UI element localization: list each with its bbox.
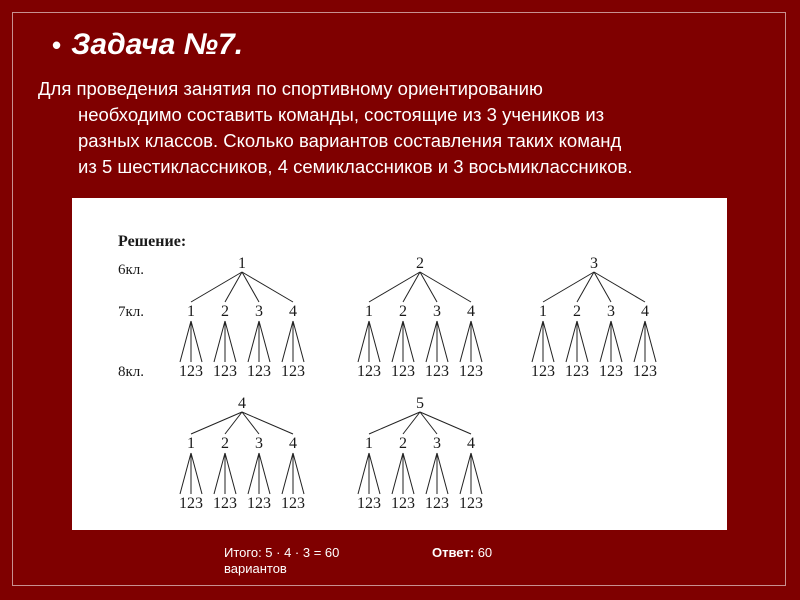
tree-child-label: 4 xyxy=(467,303,475,320)
tree-leaf-line xyxy=(282,321,293,362)
tree-leaf-line xyxy=(214,453,225,494)
tree-child-label: 2 xyxy=(399,303,407,320)
tree-child-label: 4 xyxy=(641,303,649,320)
tree-leaf-label: 123 xyxy=(531,363,555,380)
tree-child-label: 2 xyxy=(221,435,229,452)
tree-child-label: 3 xyxy=(607,303,615,320)
answer-label: Ответ: xyxy=(432,545,475,560)
tree-leaf-label: 123 xyxy=(213,363,237,380)
tree-leaf-line xyxy=(532,321,543,362)
tree-leaf-line xyxy=(577,321,588,362)
tree-branch-line xyxy=(594,272,645,302)
tree-leaf-label: 123 xyxy=(179,495,203,512)
diagram-heading: Решение: xyxy=(118,233,187,250)
answer-text xyxy=(432,545,492,560)
tree-leaf-label: 123 xyxy=(391,495,415,512)
tree-leaf-line xyxy=(293,321,304,362)
tree-leaf-line xyxy=(403,321,414,362)
task-line: из 5 шестиклассников, 4 семиклассников и 3 восьмиклассников. xyxy=(78,156,633,177)
tree-root-label: 4 xyxy=(238,395,246,412)
tree-child-label: 2 xyxy=(399,435,407,452)
tree-leaf-label: 123 xyxy=(425,495,449,512)
tree-leaf-line xyxy=(543,321,554,362)
task-line: разных классов. Сколько вариантов составления таких команд xyxy=(78,130,622,151)
tree-leaf-line xyxy=(611,321,622,362)
tree-leaf-label: 123 xyxy=(565,363,589,380)
tree-leaf-line xyxy=(282,453,293,494)
tree-branch-line xyxy=(369,412,420,434)
task-line: необходимо составить команды, состоящие из 3 учеников из xyxy=(78,104,605,125)
tree-leaf-line xyxy=(460,321,471,362)
bullet-icon: • xyxy=(52,29,62,60)
tree-child-label: 3 xyxy=(255,435,263,452)
tree-child-label: 1 xyxy=(365,435,373,452)
tree-leaf-label: 123 xyxy=(459,363,483,380)
answer-value: 60 xyxy=(477,545,493,560)
tree-leaf-label: 123 xyxy=(391,363,415,380)
tree-leaf-line xyxy=(293,453,304,494)
tree-leaf-line xyxy=(259,453,270,494)
total-line: Итого: 5 · 4 · 3 = 60 xyxy=(224,545,340,560)
tree-leaf-line xyxy=(358,453,369,494)
tree-leaf-line xyxy=(225,321,236,362)
tree-leaf-label: 123 xyxy=(357,363,381,380)
tree-leaf-line xyxy=(248,321,259,362)
row-label-7: 7кл. xyxy=(118,304,145,320)
tree-root-label: 5 xyxy=(416,395,424,412)
tree-branch-line xyxy=(242,412,293,434)
tree-leaf-line xyxy=(248,453,259,494)
tree-branch-line xyxy=(242,272,293,302)
tree-leaf-line xyxy=(600,321,611,362)
tree-leaf-line xyxy=(225,453,236,494)
row-label-6: 6кл. xyxy=(118,262,145,278)
tree-leaf-line xyxy=(369,321,380,362)
tree-leaf-line xyxy=(426,453,437,494)
tree-leaf-label: 123 xyxy=(633,363,657,380)
tree-leaf-label: 123 xyxy=(213,495,237,512)
tree-leaf-line xyxy=(634,321,645,362)
row-label-8: 8кл. xyxy=(118,364,145,380)
tree-leaf-label: 123 xyxy=(281,363,305,380)
tree-child-label: 2 xyxy=(573,303,581,320)
tree-branch-line xyxy=(191,272,242,302)
tree-branch-line xyxy=(191,412,242,434)
tree-leaf-line xyxy=(437,453,448,494)
tree-child-label: 4 xyxy=(467,435,475,452)
tree-leaf-line xyxy=(403,453,414,494)
tree-root-label: 3 xyxy=(590,255,598,272)
tree-child-label: 1 xyxy=(539,303,547,320)
tree-leaf-label: 123 xyxy=(599,363,623,380)
tree-leaf-line xyxy=(369,453,380,494)
tree-leaf-line xyxy=(426,321,437,362)
tree-leaf-line xyxy=(259,321,270,362)
tree-leaf-line xyxy=(214,321,225,362)
tree-child-label: 4 xyxy=(289,435,297,452)
tree-branch-line xyxy=(420,412,471,434)
tree-branch-line xyxy=(543,272,594,302)
tree-leaf-line xyxy=(566,321,577,362)
tree-leaf-line xyxy=(358,321,369,362)
tree-leaf-line xyxy=(460,453,471,494)
tree-leaf-line xyxy=(392,321,403,362)
tree-leaf-line xyxy=(392,453,403,494)
tree-diagram-svg xyxy=(72,198,727,530)
tree-root-label: 2 xyxy=(416,255,424,272)
tree-leaf-label: 123 xyxy=(357,495,381,512)
total-line: вариантов xyxy=(224,561,287,576)
tree-leaf-line xyxy=(645,321,656,362)
tree-leaf-label: 123 xyxy=(281,495,305,512)
slide-title xyxy=(52,28,243,62)
solution-diagram xyxy=(72,198,727,530)
task-text xyxy=(38,76,758,180)
tree-leaf-line xyxy=(191,453,202,494)
tree-child-label: 1 xyxy=(365,303,373,320)
tree-leaf-label: 123 xyxy=(247,363,271,380)
tree-child-label: 3 xyxy=(433,435,441,452)
tree-root-label: 1 xyxy=(238,255,246,272)
title-text: Задача №7. xyxy=(71,28,244,61)
tree-leaf-label: 123 xyxy=(247,495,271,512)
task-line: Для проведения занятия по спортивному ориентированию xyxy=(38,78,543,99)
tree-leaf-line xyxy=(180,321,191,362)
tree-branch-line xyxy=(369,272,420,302)
tree-child-label: 3 xyxy=(255,303,263,320)
tree-branch-line xyxy=(420,272,471,302)
tree-leaf-label: 123 xyxy=(459,495,483,512)
tree-child-label: 4 xyxy=(289,303,297,320)
tree-leaf-label: 123 xyxy=(179,363,203,380)
tree-child-label: 1 xyxy=(187,303,195,320)
tree-child-label: 1 xyxy=(187,435,195,452)
tree-leaf-label: 123 xyxy=(425,363,449,380)
tree-leaf-line xyxy=(180,453,191,494)
tree-child-label: 3 xyxy=(433,303,441,320)
tree-leaf-line xyxy=(471,321,482,362)
total-text xyxy=(224,545,339,577)
tree-leaf-line xyxy=(471,453,482,494)
tree-child-label: 2 xyxy=(221,303,229,320)
tree-leaf-line xyxy=(191,321,202,362)
tree-leaf-line xyxy=(437,321,448,362)
